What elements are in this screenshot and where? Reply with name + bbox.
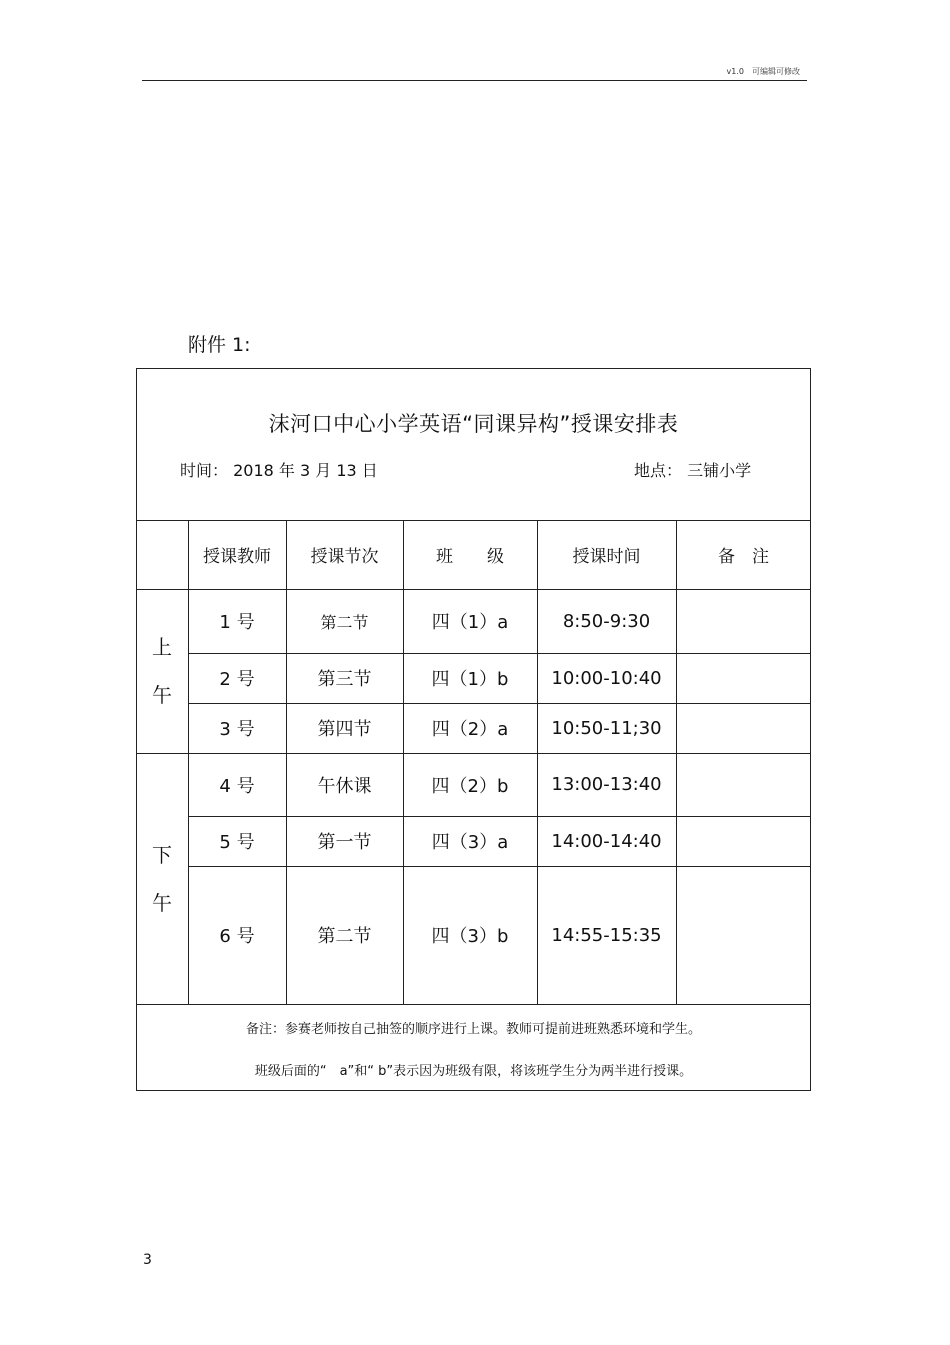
- time-cell: 14:55-15:35: [551, 924, 662, 946]
- session-cell: 第三节: [317, 669, 372, 690]
- document-title: 沫河口中心小学英语“同课异构”授课安排表: [268, 412, 679, 436]
- page-number: 3: [143, 1252, 152, 1268]
- session-cell: 第二节: [320, 612, 369, 632]
- period-char: 下: [152, 842, 172, 867]
- attachment-label: 附件 1:: [188, 334, 251, 356]
- period-char: 午: [152, 890, 172, 915]
- session-cell: 午休课: [317, 775, 372, 797]
- period-afternoon: [136, 753, 188, 1004]
- session-cell: 第二节: [317, 926, 372, 947]
- schedule-sheet: [136, 368, 811, 1091]
- teacher-cell: 1 号: [219, 612, 255, 633]
- header-session: 授课节次: [310, 547, 379, 567]
- remark-line: 备注：参赛老师按自己抽签的顺序进行上课。教师可提前进班熟悉环境和学生。: [245, 1022, 701, 1037]
- class-cell: 四（1）b: [431, 669, 509, 690]
- period-char: 午: [152, 683, 172, 707]
- header-rule: [142, 80, 807, 81]
- session-cell: 第一节: [317, 832, 372, 853]
- header-time: 授课时间: [572, 547, 641, 567]
- time-cell: 13:00-13:40: [551, 774, 662, 795]
- time-cell: 10:50-11;30: [551, 717, 662, 739]
- time-cell: 8:50-9:30: [562, 610, 651, 632]
- class-cell: 四（2）a: [431, 719, 509, 740]
- header-teacher: 授课教师: [203, 547, 271, 567]
- grid-line: [136, 1004, 811, 1005]
- period-char: 上: [152, 635, 172, 659]
- teacher-cell: 6 号: [219, 926, 255, 947]
- class-cell: 四（1）a: [431, 612, 509, 633]
- class-cell: 四（3）a: [431, 832, 509, 853]
- teacher-cell: 2 号: [219, 669, 255, 690]
- session-cell: 第四节: [317, 719, 372, 740]
- location-info: 地点： 三铺小学: [634, 461, 752, 480]
- remark-line: 班级后面的“ a”和“ b”表示因为班级有限，将该班学生分为两半进行授课。: [254, 1064, 693, 1079]
- header-note: 备 注: [718, 547, 769, 567]
- header-class: 班 级: [436, 547, 504, 567]
- teacher-cell: 3 号: [219, 719, 255, 740]
- grid-line: [676, 520, 677, 1004]
- header-note: v1.0 可编辑可修改: [726, 67, 800, 76]
- period-morning: [136, 589, 188, 753]
- time-cell: 14:00-14:40: [551, 830, 662, 852]
- class-cell: 四（3）b: [431, 926, 509, 947]
- teacher-cell: 5 号: [219, 832, 255, 853]
- date-info: 时间： 2018 年 3 月 13 日: [180, 461, 378, 480]
- class-cell: 四（2）b: [431, 775, 509, 797]
- teacher-cell: 4 号: [219, 775, 255, 797]
- time-cell: 10:00-10:40: [551, 667, 662, 689]
